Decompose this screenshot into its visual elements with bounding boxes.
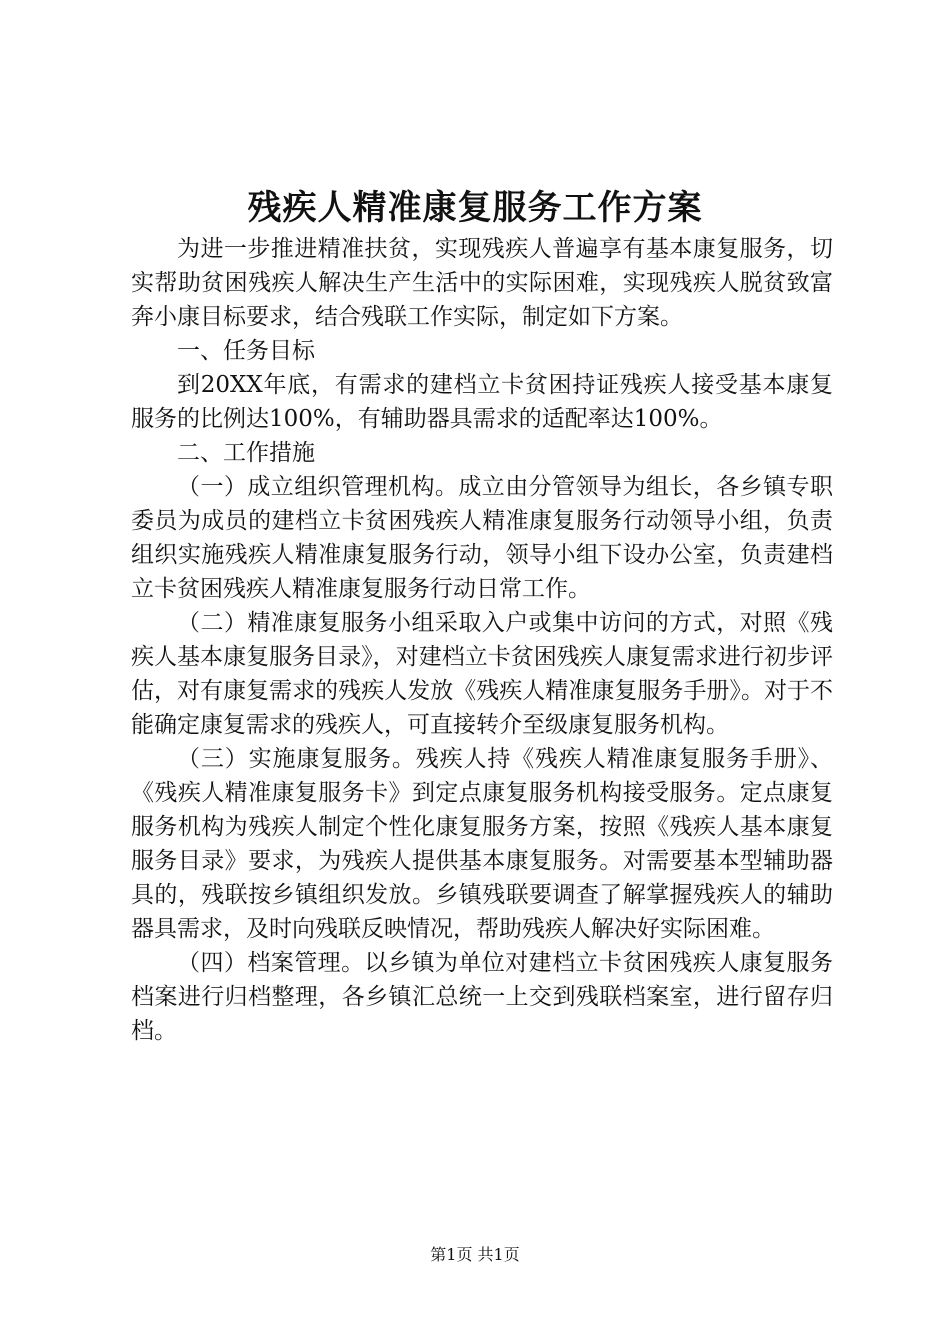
document-body: [131, 232, 833, 1048]
measure-paragraph-4: （四）档案管理。以乡镇为单位对建档立卡贫困残疾人康复服务档案进行归档整理，各乡镇汇总统一上交到残联档案室，进行留存归档。: [131, 950, 833, 1044]
measure-paragraph-1: （一）成立组织管理机构。成立由分管领导为组长，各乡镇专职委员为成员的建档立卡贫困残疾人精准康复服务行动领导小组，负责组织实施残疾人精准康复服务行动，领导小组下设办公室，负责建档立卡贫困残疾人精准康复服务行动日常工作。: [131, 474, 833, 602]
intro-paragraph: 为进一步推进精准扶贫，实现残疾人普遍享有基本康复服务，切实帮助贫困残疾人解决生产生活中的实际困难，实现残疾人脱贫致富奔小康目标要求，结合残联工作实际，制定如下方案。: [131, 236, 833, 330]
section-heading-measures: 二、工作措施: [177, 440, 315, 466]
measure-paragraph-2: （二）精准康复服务小组采取入户或集中访问的方式，对照《残疾人基本康复服务目录》，对建档立卡贫困残疾人康复需求进行初步评估，对有康复需求的残疾人发放《残疾人精准康复服务手册》。对于不能确定康复需求的残疾人，可直接转介至级康复服务机构。: [131, 610, 833, 738]
measure-paragraph-3: （三）实施康复服务。残疾人持《残疾人精准康复服务手册》、《残疾人精准康复服务卡》到定点康复服务机构接受服务。定点康复服务机构为残疾人制定个性化康复服务方案，按照《残疾人基本康复服务目录》要求，为残疾人提供基本康复服务。对需要基本型辅助器具的，残联按乡镇组织发放。乡镇残联要调查了解掌握残疾人的辅助器具需求，及时向残联反映情况，帮助残疾人解决好实际困难。: [131, 746, 833, 942]
goals-paragraph: 到20XX年底，有需求的建档立卡贫困持证残疾人接受基本康复服务的比例达100%，有辅助器具需求的适配率达100%。: [131, 372, 833, 432]
document-title: 残疾人精准康复服务工作方案: [247, 188, 703, 228]
section-heading-goals: 一、任务目标: [177, 338, 315, 364]
page-footer: 第1页 共1页: [430, 1245, 520, 1264]
